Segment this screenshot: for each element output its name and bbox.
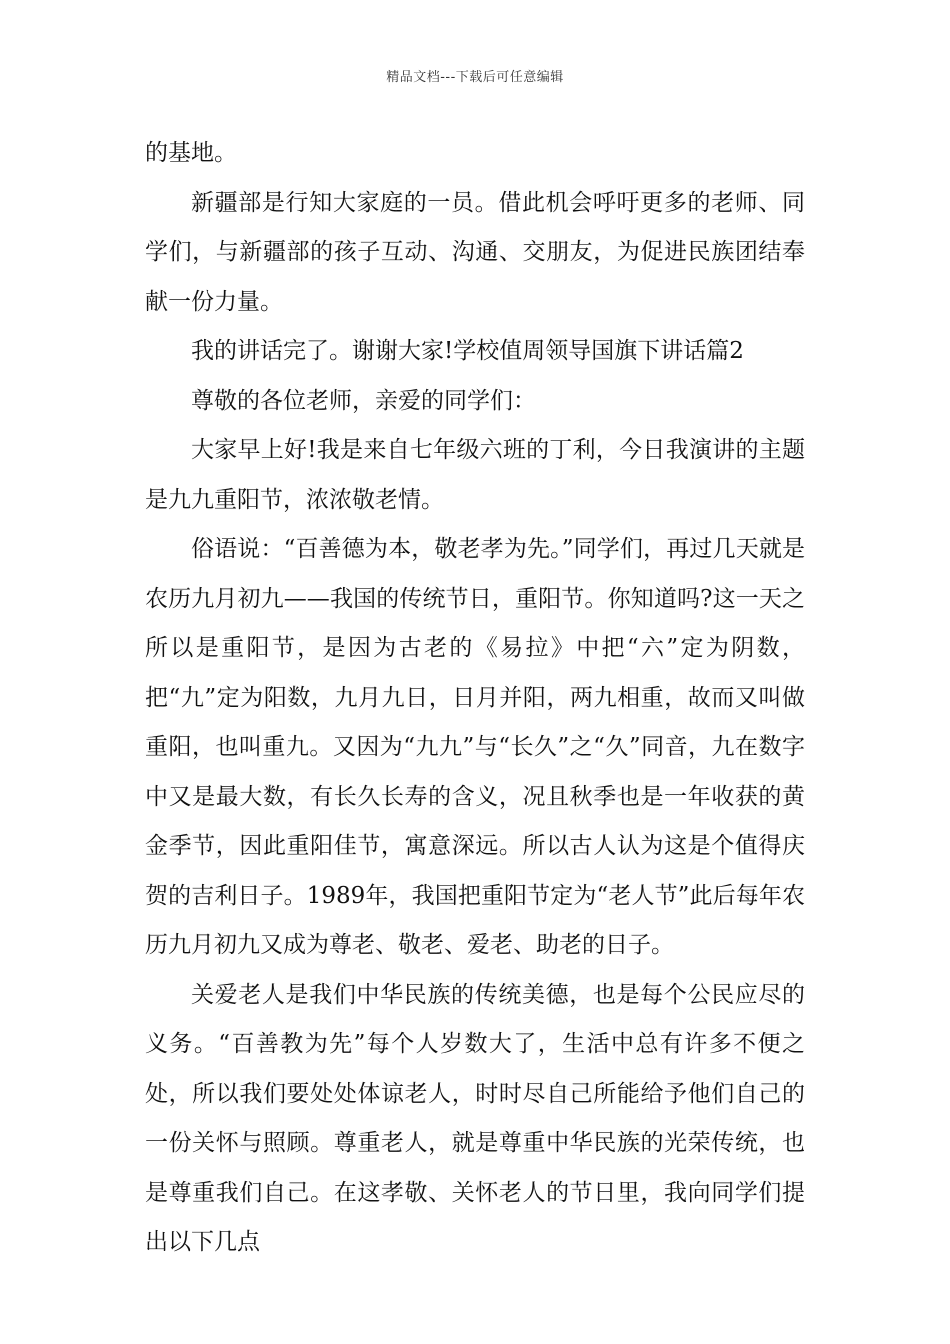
paragraph-5: 大家早上好!我是来自七年级六班的丁利，今日我演讲的主题是九九重阳节，浓浓敬老情。 — [145, 437, 805, 513]
document-body — [145, 129, 805, 1268]
paragraph-4: 尊敬的各位老师，亲爱的同学们： — [191, 387, 536, 414]
paragraph-7: 关爱老人是我们中华民族的传统美德，也是每个公民应尽的义务。“百善教为先”每个人岁数大了，生活中总有许多不便之处，所以我们要处处体谅老人，时时尽自己所能给予他们自己的一份关怀与照顾。尊重老人，就是尊重中华民族的光荣传统，也是尊重我们自己。在这孝敬、关怀老人的节日里，我向同学们提出以下几点 — [145, 981, 805, 1255]
paragraph-1: 的基地。 — [145, 140, 237, 166]
paragraph-3: 我的讲话完了。谢谢大家!学校值周领导国旗下讲话篇2 — [191, 338, 744, 364]
page-header: 精品文档---下载后可任意编辑 — [386, 70, 564, 85]
paragraph-2: 新疆部是行知大家庭的一员。借此机会呼吁更多的老师、同学们，与新疆部的孩子互动、沟通、交朋友，为促进民族团结奉献一份力量。 — [145, 189, 805, 315]
paragraph-6: 俗语说：“百善德为本，敬老孝为先。”同学们，再过几天就是农历九月初九——我国的传统节日，重阳节。你知道吗?这一天之所以是重阳节，是因为古老的《易拉》中把“六”定为阴数，把“九”定为阳数，九月九日，日月并阳，两九相重，故而又叫做重阳，也叫重九。又因为“九九”与“长久”之“久”同音，九在数字中又是最大数，有长久长寿的含义，况且秋季也是一年收获的黄金季节，因此重阳佳节，寓意深远。所以古人认为这是个值得庆贺的吉利日子。1989年，我国把重阳节定为“老人节”此后每年农历九月初九又成为尊老、敬老、爱老、助老的日子。 — [145, 536, 805, 958]
